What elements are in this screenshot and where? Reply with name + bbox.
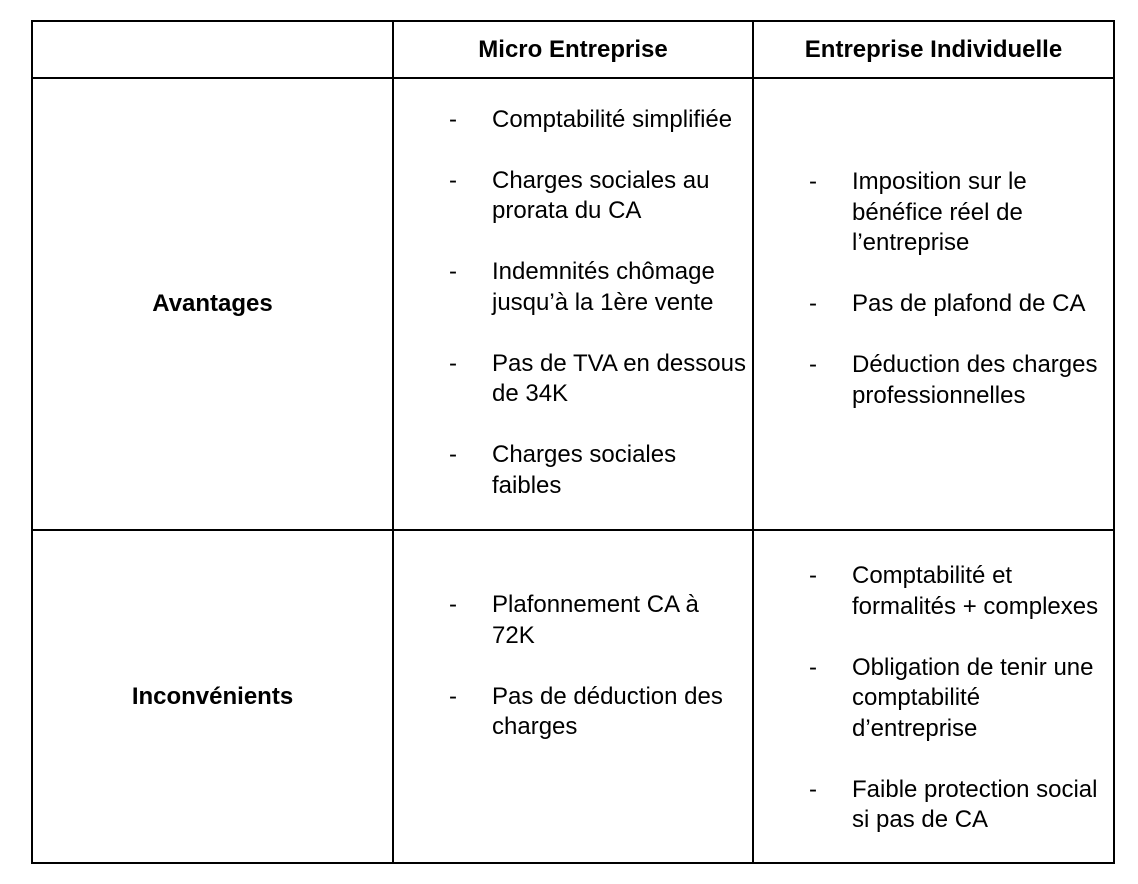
header-row <box>32 21 1114 78</box>
bullet-list <box>394 590 752 743</box>
list-item-text: Charges sociales au prorata du CA <box>492 166 710 225</box>
list-item-text: Faible protection social si pas de CA <box>852 775 1098 834</box>
list-item <box>809 350 1107 411</box>
bullet-dash: - <box>449 166 457 194</box>
bullet-dash: - <box>809 775 817 803</box>
list-item-text: Pas de TVA en dessous de 34K <box>492 349 746 408</box>
comparison-table <box>31 20 1115 864</box>
list-item-text: Imposition sur le bénéfice réel de l’entreprise <box>852 168 1027 256</box>
header-cell-empty <box>32 21 393 78</box>
bullet-dash: - <box>449 591 457 619</box>
bullet-dash: - <box>809 562 817 590</box>
row-inconvenients <box>32 530 1114 863</box>
bullet-dash: - <box>449 682 457 710</box>
bullet-list <box>754 561 1113 836</box>
list-item-text: Pas de déduction des charges <box>492 682 723 741</box>
list-item <box>809 289 1107 320</box>
row-label-inconvenients: Inconvénients <box>32 530 393 863</box>
list-item <box>809 653 1107 745</box>
bullet-dash: - <box>449 349 457 377</box>
list-item-text: Déduction des charges professionnelles <box>852 351 1098 409</box>
list-item <box>449 349 746 410</box>
row-label-avantages: Avantages <box>32 78 393 530</box>
bullet-dash: - <box>809 168 817 195</box>
list-item-text: Pas de plafond de CA <box>852 290 1086 317</box>
list-item-text: Indemnités chômage jusqu’à la 1ère vente <box>492 258 715 316</box>
cell-avantages-micro-entreprise <box>393 78 753 530</box>
bullet-dash: - <box>809 653 817 681</box>
bullet-dash: - <box>809 290 817 317</box>
bullet-dash: - <box>809 351 817 378</box>
list-item <box>809 775 1107 836</box>
list-item-text: Comptabilité et formalités + complexes <box>852 562 1099 620</box>
bullet-dash: - <box>449 105 457 133</box>
list-item <box>449 590 746 651</box>
list-item <box>449 105 746 136</box>
bullet-list <box>394 105 752 502</box>
bullet-dash: - <box>449 258 457 286</box>
header-cell-micro-entreprise: Micro Entreprise <box>393 21 753 78</box>
cell-inconvenients-entreprise-individuelle <box>753 530 1114 863</box>
cell-avantages-entreprise-individuelle <box>753 78 1114 530</box>
list-item-text: Plafonnement CA à 72K <box>492 591 699 649</box>
list-item-text: Charges sociales faibles <box>492 441 677 499</box>
list-item <box>449 257 746 318</box>
header-cell-entreprise-individuelle: Entreprise Individuelle <box>753 21 1114 78</box>
list-item-text: Obligation de tenir une comptabilité d’entreprise <box>852 653 1094 742</box>
list-item <box>809 167 1107 259</box>
bullet-dash: - <box>449 441 457 469</box>
bullet-list <box>754 167 1113 411</box>
list-item <box>809 561 1107 622</box>
row-avantages <box>32 78 1114 530</box>
list-item <box>449 166 746 227</box>
list-item <box>449 682 746 743</box>
list-item <box>449 440 746 501</box>
list-item-text: Comptabilité simplifiée <box>492 105 733 133</box>
cell-inconvenients-micro-entreprise <box>393 530 753 863</box>
